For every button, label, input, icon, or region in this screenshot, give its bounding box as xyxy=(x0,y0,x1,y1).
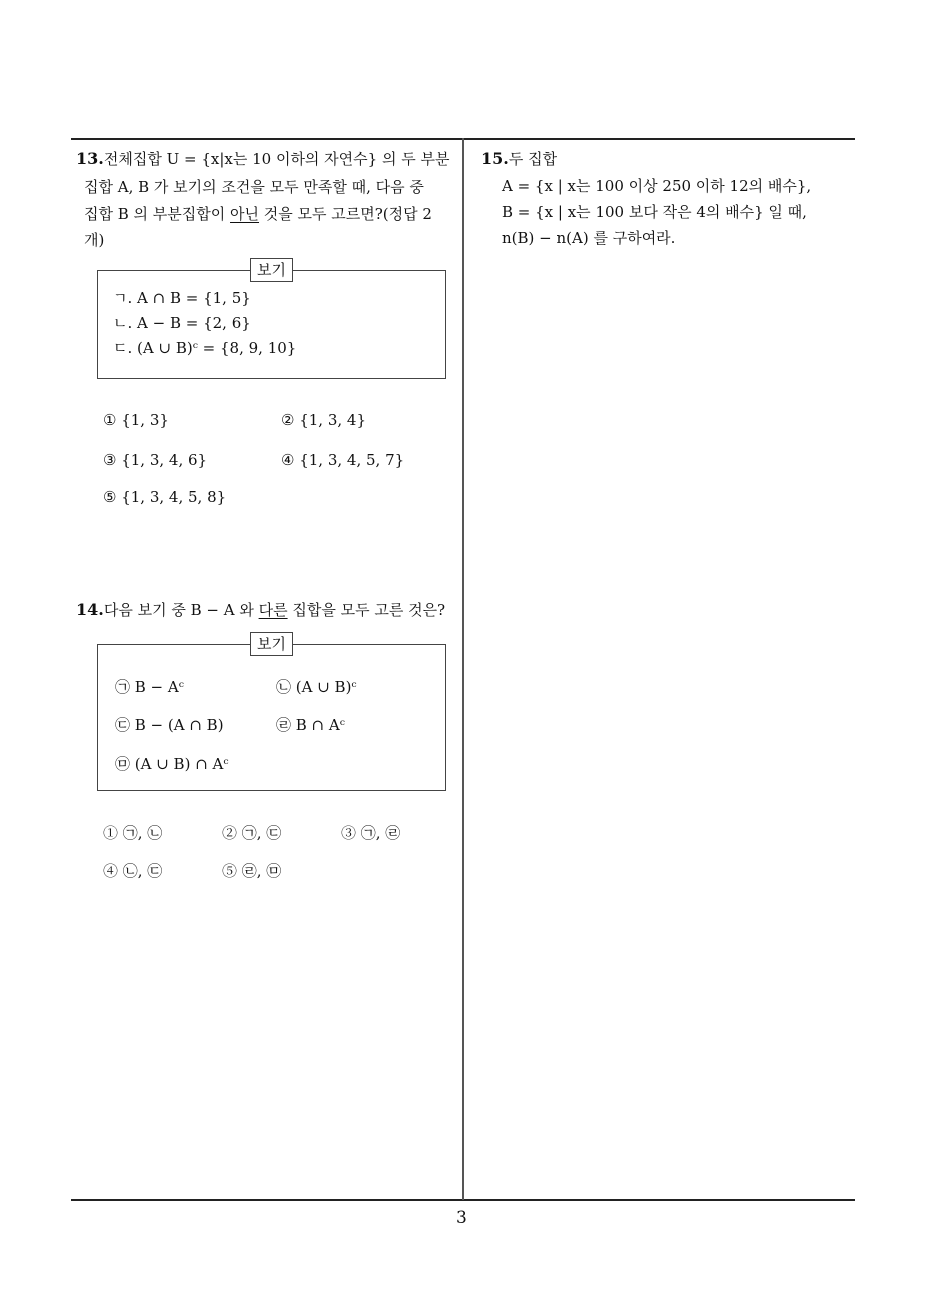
q13-underline-word: 아닌 xyxy=(230,205,260,223)
q14-box-title: 보기 xyxy=(250,632,293,656)
q15-number: 15. xyxy=(481,149,509,168)
q13-line2: 집합 A, B 가 보기의 조건을 모두 만족할 때, 다음 중 xyxy=(84,178,424,196)
q14-option-1[interactable]: ① ㉠, ㉡ xyxy=(103,824,163,842)
q14-item-2: ㉡ (A ∪ B)ᶜ xyxy=(276,678,357,696)
q14-number: 14. xyxy=(76,600,104,619)
q15-title-line xyxy=(481,145,557,173)
q13-option-4[interactable]: ④ {1, 3, 4, 5, 7} xyxy=(281,451,405,469)
q13-line4: 개) xyxy=(84,231,105,249)
column-divider xyxy=(462,138,464,1200)
q15-line3: n(B) − n(A) 를 구하여라. xyxy=(502,229,676,247)
q15-title: 두 집합 xyxy=(508,150,558,168)
q14-line1: 14.다음 보기 중 B − A 와 다른 집합을 모두 고른 것은? xyxy=(76,600,446,619)
q13-text-line1: 전체집합 U = {x|x는 10 이하의 자연수} 의 두 부분 xyxy=(103,150,450,168)
q14-underline-word: 다른 xyxy=(258,601,288,619)
q13-box-title: 보기 xyxy=(250,258,293,282)
q13-option-2[interactable]: ② {1, 3, 4} xyxy=(281,411,367,429)
q13-number: 13. xyxy=(76,149,104,168)
q14-option-4[interactable]: ④ ㉡, ㉢ xyxy=(103,862,163,880)
q14-item-4: ㉣ B ∩ Aᶜ xyxy=(276,716,345,734)
q13-condition-3: ㄷ. (A ∪ B)ᶜ = {8, 9, 10} xyxy=(113,339,297,357)
q14-option-5[interactable]: ⑤ ㉣, ㉤ xyxy=(222,862,282,880)
q14-option-3[interactable]: ③ ㉠, ㉣ xyxy=(341,824,401,842)
q15-line1: A = {x | x는 100 이상 250 이하 12의 배수}, xyxy=(502,177,812,195)
q13-line3: 집합 B 의 부분집합이 아닌 것을 모두 고르면?(정답 2 xyxy=(84,205,432,223)
q13-condition-1: ㄱ. A ∩ B = {1, 5} xyxy=(113,289,251,307)
q14-item-1: ㉠ B − Aᶜ xyxy=(115,678,184,696)
page-number: 3 xyxy=(456,1208,467,1228)
q13-option-5[interactable]: ⑤ {1, 3, 4, 5, 8} xyxy=(103,488,227,506)
q15-line2: B = {x | x는 100 보다 작은 4의 배수} 일 때, xyxy=(502,203,807,221)
q13-option-1[interactable]: ① {1, 3} xyxy=(103,411,169,429)
q13-option-3[interactable]: ③ {1, 3, 4, 6} xyxy=(103,451,208,469)
q14-item-5: ㉤ (A ∪ B) ∩ Aᶜ xyxy=(115,755,229,773)
q14-item-3: ㉢ B − (A ∩ B) xyxy=(115,716,224,734)
q13-condition-2: ㄴ. A − B = {2, 6} xyxy=(113,314,251,332)
q13-line1 xyxy=(76,145,461,173)
q14-option-2[interactable]: ② ㉠, ㉢ xyxy=(222,824,282,842)
